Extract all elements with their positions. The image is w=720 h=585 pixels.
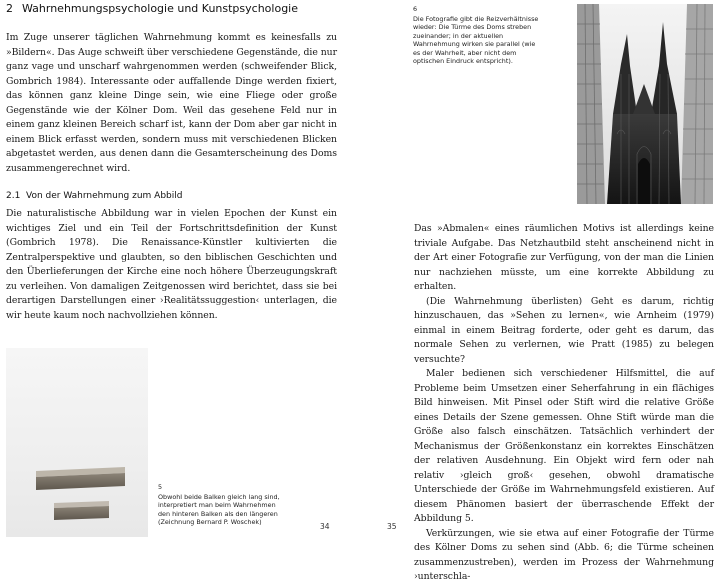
section-paragraph: Die naturalistische Abbildung war in vielen Epochen der Kunst ein wichtiges Ziel und ein Teil der Fortschrittsdefinition der Kunst (Gombrich 1978). Die Renaissance-Künstler kultivierten die Zentralperspektive und glaubten, so den biblischen Geschichten und den Überlieferungen der Kirche eine noch höhere Überzeugungskraft zu verleihen. Von damaligen Zeitgenossen wird berichtet, dass sie bei derartigen Darstellungen einer ›Realitätssuggestion‹ unterlagen, die wir heute kaum noch nachvollziehen können.: [6, 208, 337, 321]
beams-illusion-figure: [6, 348, 148, 537]
page-number-left: 34: [320, 522, 330, 531]
beams-drawing: [6, 348, 148, 537]
front-beam-front: [54, 506, 109, 520]
chapter-number: 2: [6, 2, 13, 15]
section-number: 2.1: [6, 191, 21, 201]
section-text: [6, 207, 337, 323]
left-page: [0, 0, 360, 537]
section-heading: [6, 191, 336, 201]
figure-5-text: Obwohl beide Balken gleich lang sind, interpretiert man beim Wahrnehmen den hinteren Balken als den längeren (Zeichnung Bernard P. Woschek): [158, 492, 280, 526]
figure-5-caption: [158, 483, 288, 527]
intro-text: [6, 31, 337, 176]
right-paragraph-4: Verkürzungen, wie sie etwa auf einer Fotografie der Türme des Kölner Doms zu sehen sind (Abb. 6; die Türme scheinen zusammenzustreben), werden im Prozess der Wahrnehmung ›unterschla-: [414, 527, 714, 582]
right-paragraph-1: Das »Abmalen« eines räumlichen Motivs ist allerdings keine triviale Aufgabe. Das Netzhautbild steht anscheinend nicht in der Art einer Fotografie zur Verfügung, von der man die Linien nur nachziehen müsste, um eine korrekte Abbildung zu erhalten.: [414, 223, 714, 292]
figure-5-number: 5: [158, 483, 163, 491]
cathedral-drawing: [577, 4, 713, 204]
right-paragraph-3: Maler bedienen sich verschiedener Hilfsmittel, die auf Probleme beim Umsetzen einer Seherfahrung in ein flächiges Bild hinweisen. Mit Pinsel oder Stift wird die relative Größe eines Details der Szene gemessen. Ohne Stift würde man die Größe also falsch einschätzen. Tatsächlich verhindert der Mechanismus der Größenkonstanz ein korrektes Einschätzen der relativen Ausdehnung. Ein Objekt wird fern oder nah relativ ›gleich groß‹ gesehen, obwohl dramatische Unterschiede der Größe im Wahrnehmungsfeld existieren. Auf diesem Phänomen basiert der überraschende Effekt der Abbildung 5.: [414, 368, 714, 524]
intro-paragraph: Im Zuge unserer täglichen Wahrnehmung kommt es keinesfalls zu »Bildern«. Das Auge schweift über verschiedene Gegenstände, die nur ganz vage und unscharf wahrgenommen werden (schweifender Blick, Gombrich 1984). Interessante oder auffallende Dinge werden fixiert, das können ganz kleine Dinge sein, wie eine Fliege oder große Gegenstände wie der Kölner Dom. Weil das gesehene Feld nur in einem ganz kleinen Bereich scharf ist, kann der Dom aber gar nicht in einem Blick erfasst werden, sondern muss mit verschiedenen Blicken abgetastet werden, aus denen dann die Gesamterscheinung des Doms zusammengerechnet wird.: [6, 32, 337, 174]
cathedral-photo: [577, 4, 713, 204]
section-title: Von der Wahrnehmung zum Abbild: [26, 191, 183, 201]
page-number-right: 35: [387, 522, 397, 531]
figure-6-text: Die Fotografie gibt die Reizverhältnisse wieder: Die Türme des Doms streben zueinander; in der aktuellen Wahrnehmung wirken sie parallel (wie es der Wahrheit, aber nicht dem optischen Eindruck entspricht).: [413, 14, 539, 65]
chapter-heading: [6, 2, 336, 15]
chapter-title: Wahrnehmungspsychologie und Kunstpsychologie: [22, 2, 298, 15]
right-body-text: [414, 222, 714, 585]
right-paragraph-2: (Die Wahrnehmung überlisten) Geht es darum, richtig hinzuschauen, das »Sehen zu lernen«, wie Arnheim (1979) einmal in einem Beitrag forderte, oder geht es darum, das normale Sehen zu verlernen, wie Pratt (1985) zu belegen versuchte?: [414, 295, 714, 365]
figure-6-number: 6: [413, 5, 418, 13]
figure-6-caption: [413, 5, 541, 66]
